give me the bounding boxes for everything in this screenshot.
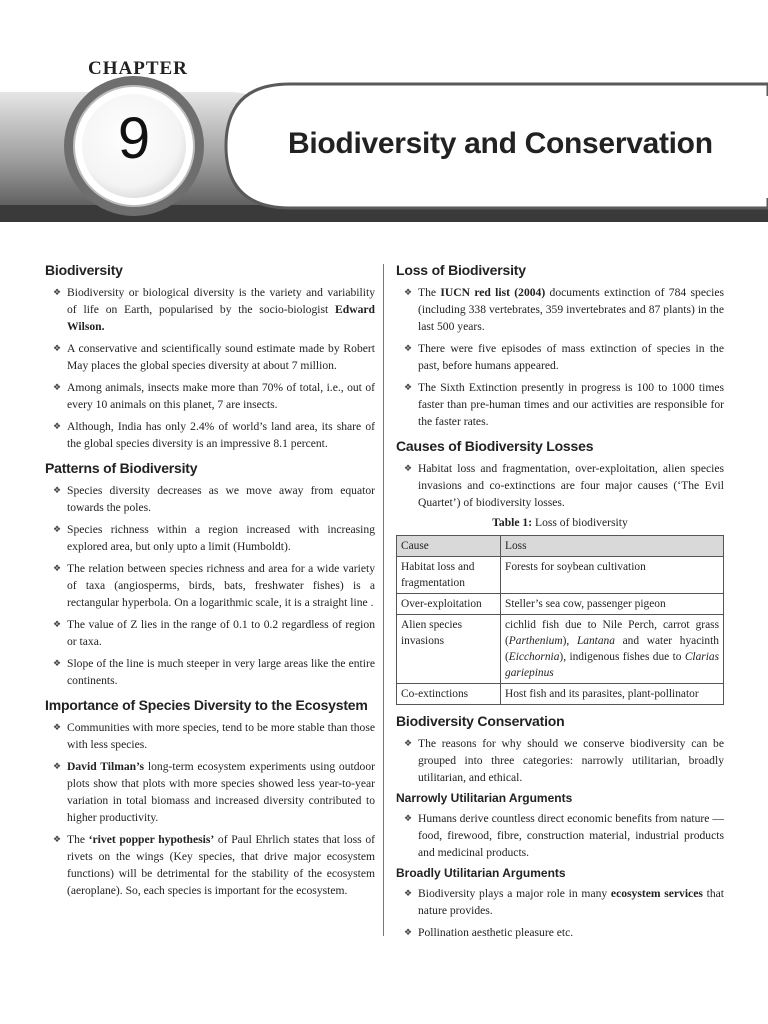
list-item: ❖ Species richness within a region increased with increasing explored area, but only upto a limit (Humboldt). [53,523,375,553]
bullet-icon: ❖ [53,287,62,297]
chapter-number: 9 [117,106,151,171]
bullet-icon: ❖ [53,563,62,573]
right-column [396,262,724,949]
table-cell: cichlid fish due to Nile Perch, carrot grass (Parthenium), Lantana and water hyacinth (Eicchornia), indigenous fishes due to Clarias gariepinus [501,615,724,684]
section-heading: Patterns of Biodiversity [45,460,198,476]
list-item: ❖ Slope of the line is much steeper in very large areas like the entire continents. [53,657,375,687]
section-causes [396,438,724,705]
bullet-icon: ❖ [404,927,413,937]
list-item: ❖ Among animals, insects make more than 70% of total, i.e., out of every 10 animals on this planet, 7 are insects. [53,381,375,411]
subsection-heading: Narrowly Utilitarian Arguments [396,791,573,805]
section-heading: Importance of Species Diversity to the Ecosystem [45,697,368,713]
list-item: ❖ The IUCN red list (2004) documents extinction of 784 species (including 338 vertebrates, 359 invertebrates and 87 plants) in the last 500 years. [404,286,724,333]
bullet-icon: ❖ [404,738,413,748]
table-cell: Steller’s sea cow, passenger pigeon [501,594,724,615]
table-cell: Alien species invasions [397,615,501,684]
table-caption: Table 1: Loss of biodiversity [492,516,628,529]
section-importance [45,697,375,899]
bullet-icon: ❖ [404,813,413,823]
table-cell: Habitat loss and fragmentation [397,557,501,594]
list-item: ❖ The Sixth Extinction presently in progress is 100 to 1000 times faster than pre-human times and our activities are responsible for the faster rates. [404,381,724,428]
bullet-icon: ❖ [404,343,413,353]
bullet-icon: ❖ [53,658,62,668]
table-header-row [397,536,724,557]
table-header-cell: Loss [501,536,724,557]
list-item: ❖ Although, India has only 2.4% of world’s land area, its share of the global species diversity is an impressive 8.1 percent. [53,420,375,450]
list-item: ❖ The value of Z lies in the range of 0.1 to 0.2 regardless of region or taxa. [53,618,375,648]
list-item: ❖ There were five episodes of mass extinction of species in the past, before humans appeared. [404,342,724,372]
table-cell: Host fish and its parasites, plant-pollinator [501,684,724,705]
bullet-icon: ❖ [53,382,62,392]
table-cell: Co-extinctions [397,684,501,705]
section-loss [396,262,724,430]
list-item: ❖ Species diversity decreases as we move away from equator towards the poles. [53,484,375,514]
bullet-icon: ❖ [53,761,62,771]
section-conservation [396,713,724,786]
table-row [397,615,724,684]
bullet-icon: ❖ [53,343,62,353]
bullet-icon: ❖ [53,421,62,431]
table-header-cell: Cause [397,536,501,557]
bullet-icon: ❖ [404,287,413,297]
table-row [397,594,724,615]
section-heading: Causes of Biodiversity Losses [396,438,594,454]
list-item: ❖ Communities with more species, tend to be more stable than those with less species. [53,721,375,751]
subsection-heading: Broadly Utilitarian Arguments [396,866,566,880]
list-item: ❖ A conservative and scientifically sound estimate made by Robert May places the global species diversity at about 7 million. [53,342,375,372]
list-item: ❖ The relation between species richness and area for a wide variety of taxa (angiosperms, birds, bats, freshwater fishes) is a rectangular hyperbola. On a logarithmic scale, it is a straight line . [53,562,375,609]
list-item: ❖ Pollination aesthetic pleasure etc. [404,926,574,939]
bullet-icon: ❖ [404,382,413,392]
list-item: ❖ Biodiversity or biological diversity is the variety and variability of life on Earth, popularised by the socio-biologist Edward Wilson. [53,286,375,333]
bullet-icon: ❖ [53,485,62,495]
bullet-icon: ❖ [53,834,62,844]
table-row [397,684,724,705]
chapter-title: Biodiversity and Conservation [288,127,713,160]
list-item: ❖ Habitat loss and fragmentation, over-exploitation, alien species invasions and co-extinctions are four major causes (‘The Evil Quartet’) of biodiversity losses. [404,462,724,509]
list-item: ❖ Humans derive countless direct economic benefits from nature — food, firewood, fibre, construction material, industrial products and medicinal products. [404,812,724,859]
left-column [45,262,375,907]
bullet-icon: ❖ [53,619,62,629]
table-cell: Over-exploitation [397,594,501,615]
list-item: ❖ David Tilman’s long-term ecosystem experiments using outdoor plots show that plots with more species showed less year-to-year variation in total biomass and increased diversity contributed to higher productivity. [53,760,376,824]
section-heading: Biodiversity [45,262,123,278]
bullet-icon: ❖ [53,524,62,534]
bullet-icon: ❖ [404,463,413,473]
bullet-icon: ❖ [404,888,413,898]
chapter-label: CHAPTER [88,58,188,79]
list-item: ❖ The reasons for why should we conserve biodiversity can be grouped into three categories: narrowly utilitarian, broadly utilitarian, and ethical. [404,737,724,784]
bullet-icon: ❖ [53,722,62,732]
section-patterns [45,460,375,689]
section-biodiversity [45,262,375,452]
section-broad [396,866,724,941]
table-row [397,557,724,594]
list-item: ❖ The ‘rivet popper hypothesis’ of Paul Ehrlich states that loss of rivets on the wings (Key species, that drive major ecosystem functions) will be detrimental for the stability of the ecosystem (aeroplane). So, each species is important for the ecosystem. [53,833,375,897]
list-item: ❖ Biodiversity plays a major role in many ecosystem services that nature provides. [404,887,724,917]
section-heading: Biodiversity Conservation [396,713,565,729]
section-narrow [396,791,724,861]
loss-table [396,535,724,705]
column-divider [383,264,384,936]
table-cell: Forests for soybean cultivation [501,557,724,594]
section-heading: Loss of Biodiversity [396,262,526,278]
